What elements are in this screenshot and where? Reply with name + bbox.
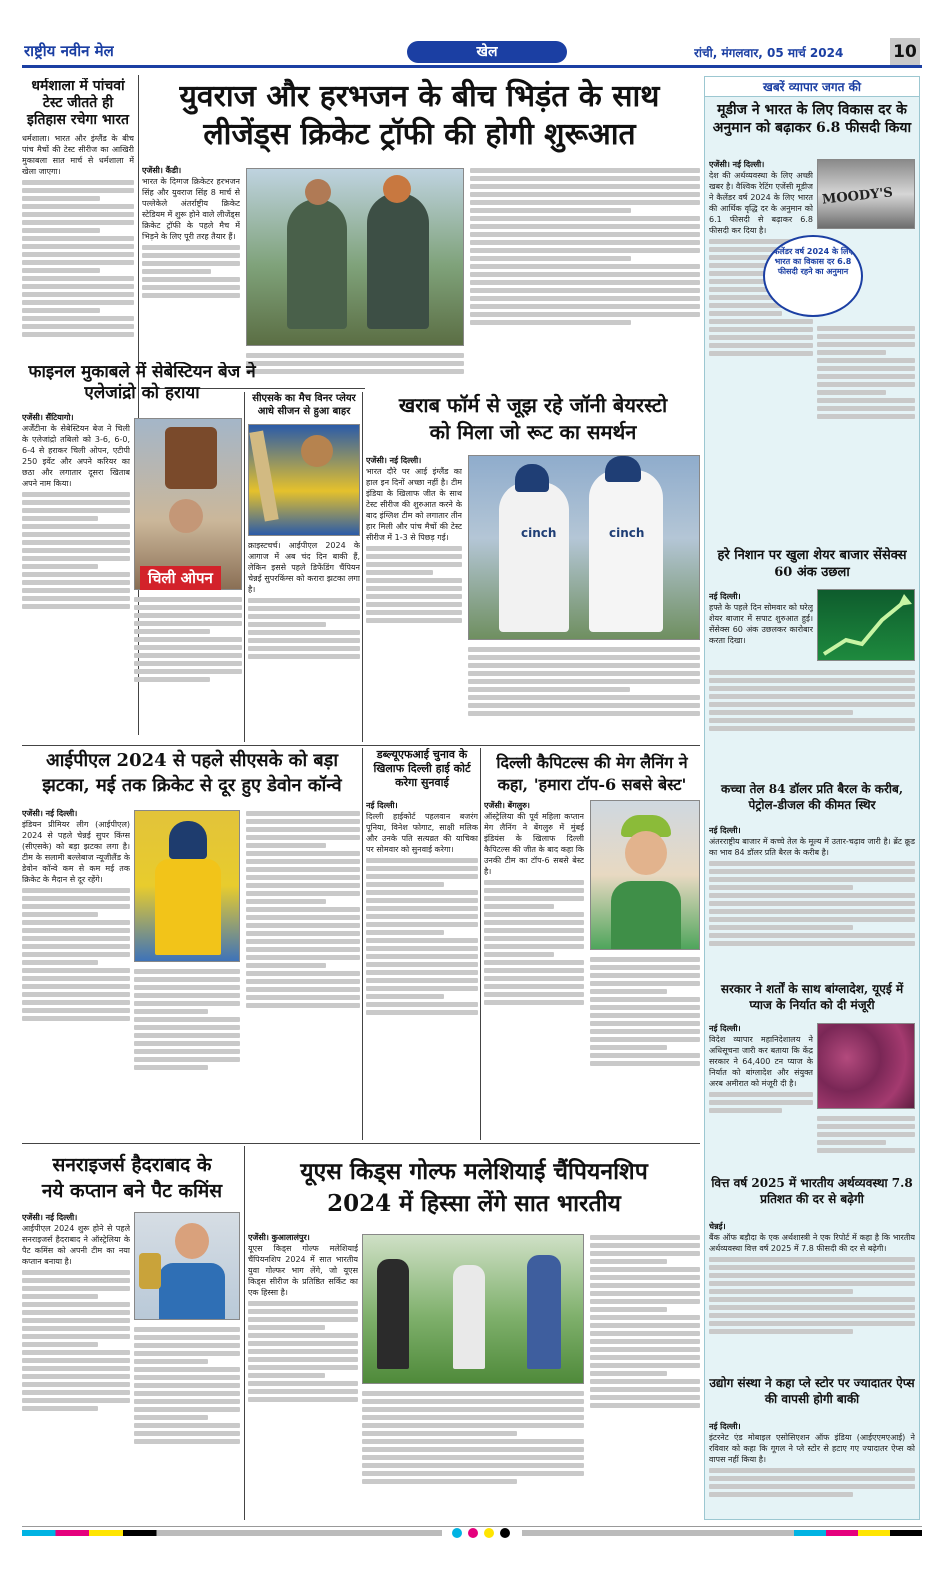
lanning-byline: एजेंसी। बेंगलुरु।: [484, 801, 530, 810]
chile-open-caption: चिली ओपन: [140, 566, 221, 590]
playstore-byline: नई दिल्ली।: [709, 1422, 741, 1431]
business-header: खबरें व्यापार जगत की: [705, 77, 919, 97]
onion-headline-text: सरकार ने शर्तों के साथ बांग्लादेश, यूएई में प्याज के निर्यात को दी मंजूरी: [720, 982, 904, 1012]
moodys-callout: [763, 235, 863, 317]
main-byline: एजेंसी। कैंडी।: [142, 166, 182, 175]
growth-story: [709, 1221, 915, 1371]
wfi-lead: दिल्ली हाईकोर्ट पहलवान बजरंग पूनिया, विनेश फोगाट, साक्षी मलिक और उनके पति सत्यव्रत की याचिका पर सोमवार को सुनवाई करेगा।: [366, 812, 478, 854]
golf-byline: एजेंसी। कुआलालंपुर।: [248, 1233, 310, 1242]
sensex-chart-photo: [817, 589, 915, 661]
cummins-headline: [22, 1152, 242, 1208]
onion-byline: नई दिल्ली।: [709, 1024, 741, 1033]
cummins-headline-line-1: सनराइजर्स हैदराबाद के: [52, 1154, 212, 1176]
onion-photo: [817, 1023, 915, 1109]
golf-headline: [248, 1156, 700, 1226]
cummins-story-col: [22, 1212, 130, 1517]
wfi-byline: नई दिल्ली।: [366, 801, 398, 810]
conway-lead: इंडियन प्रीमियर लीग (आईपीएल) 2024 से पहले चेन्नई सुपर किंग्स (सीएसके) को बड़ा झटका लगा है। टीम के सलामी बल्लेबाज न्यूजीलैंड के डेवोन कॉन्वे कम से कम मई तक क्रिकेट के मैदान से दूर रहेंगे।: [22, 820, 130, 884]
section-label: खेल: [407, 41, 567, 63]
bairstow-byline: एजेंसी। नई दिल्ली।: [366, 456, 422, 465]
moodys-logo: MOODY'S: [821, 185, 894, 208]
csk-player-headline-text: सीएसके का मैच विनर प्लेयर आधे सीजन से हुआ बाहर: [252, 393, 356, 417]
sensex-headline: [709, 547, 915, 587]
moodys-photo: [817, 159, 915, 229]
cummins-headline-line-2: नये कप्तान बने पैट कमिंस: [41, 1180, 223, 1202]
playstore-story: [709, 1421, 915, 1517]
issue-date: रांची, मंगलवार, 05 मार्च 2024: [694, 46, 844, 60]
golf-headline-line-1: यूएस किड्स गोल्फ मलेशियाई चैंपियनशिप: [300, 1158, 648, 1185]
growth-lead: बैंक ऑफ बड़ौदा के एक अर्थशास्त्री ने एक रिपोर्ट में कहा है कि भारतीय अर्थव्यवस्था वित्त वर्ष 2025 में 7.8 फीसदी की दर से बढ़ेगी।: [709, 1233, 915, 1253]
golf-story-col: [248, 1232, 358, 1517]
csk-player-story: [248, 540, 360, 740]
page-number: 10: [890, 38, 920, 66]
main-headline-line-2: लीजेंड्स क्रिकेट ट्रॉफी की होगी शुरूआत: [203, 117, 636, 152]
sensex-story: [709, 591, 813, 663]
sensex-lead: हफ्ते के पहले दिन सोमवार को घरेलू शेयर बाजार में सपाट शुरुआत हुई। सेंसेक्स 60 अंक उछलकर कारोबार करता दिखा।: [709, 603, 813, 645]
bairstow-headline-line-1: खराब फॉर्म से जूझ रहे जॉनी बेयरस्टो: [398, 393, 668, 417]
growth-headline-text: वित्त वर्ष 2025 में भारतीय अर्थव्यवस्था 7.8 प्रतिशत की दर से बढ़ेगी: [711, 1176, 913, 1206]
csk-player-lead: क्राइस्टचर्च। आईपीएल 2024 के आगाज में अब चंद दिन बाकी हैं, लेकिन इससे पहले डिफेंडिंग चैंपियन चेन्नई सुपरकिंग्स को करारा झटका लगा है।: [248, 541, 360, 594]
cummins-byline: एजेंसी। नई दिल्ली।: [22, 1213, 78, 1222]
main-headline-line-1: युवराज और हरभजन के बीच भिड़ंत के साथ: [179, 79, 660, 114]
playstore-lead: इंटरनेट एंड मोबाइल एसोसिएशन ऑफ इंडिया (आईएएमएआई) ने रविवार को कहा कि गूगल ने प्ले स्टोर से हटाए गए ज्यादातर ऐप्स को वापस नहीं किया है।: [709, 1433, 915, 1464]
wfi-headline-text: डब्ल्यूएफआई चुनाव के खिलाफ दिल्ली हाई कोर्ट करेगा सुनवाई: [373, 748, 471, 789]
lanning-story-col: [484, 800, 584, 1140]
golf-lead: यूएस किड्स गोल्फ मलेशियाई चैंपियनशिप 2024 में सात भारतीय युवा गोल्फर भाग लेंगे, जो यूएस किड्स सीरीज के प्रतिष्ठित सर्किट का एक हिस्सा है।: [248, 1244, 358, 1297]
playstore-headline-text: उद्योग संस्था ने कहा प्ले स्टोर पर ज्यादातर ऐप्स की वापसी होगी बाकी: [709, 1376, 915, 1406]
conway-byline: एजेंसी। नई दिल्ली।: [22, 809, 78, 818]
oil-lead: अंतरराष्ट्रीय बाजार में कच्चे तेल के मूल्य में उतार-चढ़ाव जारी है। ब्रेंट क्रूड का भाव 84 डॉलर प्रति बैरल के करीब है।: [709, 837, 915, 857]
growth-headline: [709, 1175, 915, 1217]
moodys-headline: [709, 101, 915, 153]
conway-story-col: [22, 808, 130, 1138]
csk-player-headline: [248, 392, 360, 422]
lanning-headline: [484, 752, 700, 798]
oil-headline-text: कच्चा तेल 84 डॉलर प्रति बैरल के करीब, पेट्रोल-डीजल की कीमत स्थिर: [720, 782, 904, 812]
left-top-story: [22, 78, 134, 363]
sebastian-lead: अर्जेंटीना के सेबेस्टियन बेज ने चिली के एलेजांद्रो तबिलो को 3-6, 6-0, 6-4 से हराकर चिली ओपन, एटीपी 250 इवेंट और अपने करियर का छठा और लगातार दूसरा खिताब अपने नाम किया।: [22, 424, 130, 488]
left-top-headline: धर्मशाला में पांचवां टेस्ट जीतते ही इतिहास रचेगा भारत: [26, 78, 130, 128]
lanning-photo: [590, 800, 700, 950]
playstore-headline: [709, 1375, 915, 1417]
sebastian-headline-text: फाइनल मुकाबले में सेबेस्टियन बेज ने एलेजांद्रो को हराया: [28, 362, 256, 403]
onion-lead: विदेश व्यापार महानिदेशालय ने अधिसूचना जारी कर बताया कि केंद्र सरकार ने 64,400 टन प्याज के निर्यात को बांग्लादेश और संयुक्त अरब अमीरात को मंजूरी दी है।: [709, 1035, 813, 1088]
footer-registration-strip: [22, 1526, 922, 1538]
sebastian-headline: [22, 362, 262, 406]
main-story-col-1: [142, 165, 240, 345]
lanning-headline-line-2: कहा, 'हमारा टॉप-6 सबसे बेस्ट': [497, 775, 687, 794]
conway-headline-line-2: झटका, मई तक क्रिकेट से दूर हुए डेवोन कॉन्वे: [42, 775, 342, 796]
masthead: [22, 38, 922, 68]
conway-photo: [134, 810, 240, 962]
oil-byline: नई दिल्ली।: [709, 826, 741, 835]
moodys-byline: एजेंसी। नई दिल्ली।: [709, 160, 765, 169]
bairstow-headline: [366, 392, 700, 450]
sebastian-byline: एजेंसी। सैंटियागो।: [22, 413, 74, 422]
onion-story: [709, 1023, 813, 1173]
bairstow-headline-line-2: को मिला जो रूट का समर्थन: [429, 420, 637, 444]
newspaper-name: राष्ट्रीय नवीन मेल: [24, 42, 114, 60]
csk-player-photo: [248, 424, 360, 536]
sensex-arrow-icon: [818, 590, 915, 661]
bairstow-lead: भारत दौरे पर आई इंग्लैंड का हाल इन दिनों अच्छा नहीं है। टीम इंडिया के खिलाफ जीत के साथ टेस्ट सीरीज की शुरुआत करने के बाद इंग्लिश टीम को लगातार तीन हार मिली और पांच मैचों की टेस्ट सीरीज में 1-3 से पिछड़ गई।: [366, 467, 462, 542]
oil-story: [709, 825, 915, 985]
lanning-headline-line-1: दिल्ली कैपिटल्स की मेग लैनिंग ने: [496, 753, 688, 772]
golf-photo-collage: [362, 1234, 584, 1384]
lanning-lead: ऑस्ट्रेलिया की पूर्व महिला कप्तान मेग लैनिंग ने बेंगलुरु में मुंबई इंडियंस के खिलाफ दिल्ली कैपिटल्स की जीत के बाद कहा कि उनकी टीम का टॉप-6 सबसे बेस्ट है।: [484, 812, 584, 876]
sensex-byline: नई दिल्ली।: [709, 592, 741, 601]
cummins-photo: [134, 1212, 240, 1320]
moodys-lead: देश की अर्थव्यवस्था के लिए अच्छी खबर है। वैश्विक रेटिंग एजेंसी मूडीज ने कैलेंडर वर्ष 2024 के लिए भारत की आर्थिक वृद्धि दर के अनुमान को 6.1 फीसदी से बढ़ाकर 6.8 फीसदी कर दिया है।: [709, 171, 813, 235]
bairstow-root-photo: cinch cinch: [468, 455, 700, 640]
wfi-story: [366, 800, 478, 1140]
conway-headline: [22, 748, 362, 804]
yuvraj-harbhajan-photo: [246, 168, 464, 346]
sensex-headline-text: हरे निशान पर खुला शेयर बाजार सेंसेक्स 60 अंक उछला: [717, 548, 907, 580]
cummins-lead: आईपीएल 2024 शुरू होने से पहले सनराइजर्स हैदराबाद ने ऑस्ट्रेलिया के पैट कमिंस को अपनी टीम का नया कप्तान बनाया है।: [22, 1224, 130, 1266]
main-lead: भारत के दिग्गज क्रिकेटर हरभजन सिंह और युवराज सिंह 8 मार्च से पल्लेकेले अंतर्राष्ट्रीय क्रिकेट स्टेडियम में शुरू होने वाले लीजेंड्स क्रिकेट ट्रॉफी के पहले मैच में भिड़ने के लिए पूरी तरह तैयार हैं।: [142, 177, 240, 241]
left-top-lead: धर्मशाला। भारत और इंग्लैंड के बीच पांच मैचों की टेस्ट सीरीज का आखिरी मुकाबला सात मार्च से धर्मशाला में खेला जाएगा।: [22, 134, 134, 176]
golf-headline-line-2: 2024 में हिस्सा लेंगे सात भारतीय: [327, 1190, 621, 1217]
sebastian-photo: [134, 418, 242, 590]
sebastian-story-col: [22, 412, 130, 742]
bairstow-story-col: [366, 455, 462, 743]
moodys-headline-text: मूडीज ने भारत के लिए विकास दर के अनुमान को बढ़ाकर 6.8 फीसदी किया: [712, 102, 912, 136]
moodys-story: [709, 159, 813, 479]
wfi-headline: [366, 748, 478, 798]
onion-headline: [709, 981, 915, 1021]
conway-headline-line-1: आईपीएल 2024 से पहले सीएसके को बड़ा: [46, 750, 338, 771]
growth-byline: चेन्नई।: [709, 1222, 726, 1231]
oil-headline: [709, 781, 915, 821]
main-headline: [142, 78, 697, 158]
business-sidebar: [704, 76, 920, 1520]
moodys-callout-text: कैलेंडर वर्ष 2024 के लिए भारत का विकास दर 6.8 फीसदी रहने का अनुमान: [773, 247, 853, 276]
